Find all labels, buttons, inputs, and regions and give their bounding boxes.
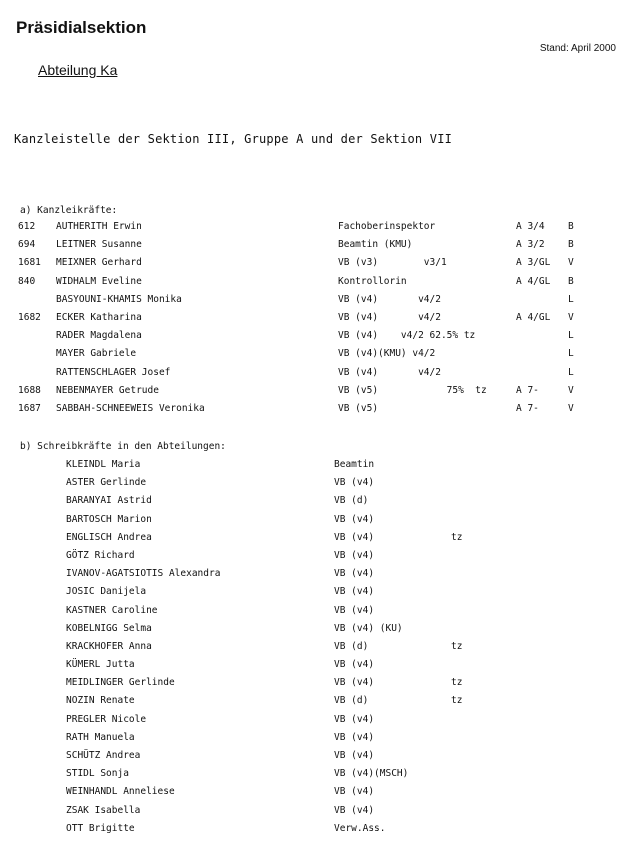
staff-status: Kontrollorin bbox=[338, 275, 407, 287]
staff-status: VB (v4) bbox=[334, 604, 375, 616]
section-heading: Kanzleistelle der Sektion III, Gruppe A und der Sektion VII bbox=[14, 132, 453, 146]
staff-name: KRACKHOFER Anna bbox=[66, 640, 152, 652]
staff-status: VB (v4) v4/2 bbox=[338, 311, 441, 323]
staff-name: GÖTZ Richard bbox=[66, 549, 135, 561]
staff-status: VB (d) bbox=[334, 495, 369, 507]
staff-name: SCHÜTZ Andrea bbox=[66, 750, 141, 761]
staff-status: VB (v4)(KMU) v4/2 bbox=[338, 348, 436, 360]
list-item bbox=[0, 257, 632, 275]
staff-name: MEIXNER Gerhard bbox=[56, 257, 142, 269]
staff-number: 1681 bbox=[18, 257, 41, 269]
staff-status: VB (v4) bbox=[334, 513, 375, 525]
staff-number: 840 bbox=[18, 275, 36, 287]
staff-name: KÜMERL Jutta bbox=[66, 659, 135, 671]
staff-name: ECKER Katharina bbox=[56, 311, 142, 323]
list-item bbox=[0, 385, 632, 403]
staff-grade: A 3/GL bbox=[516, 257, 551, 269]
list-item bbox=[0, 768, 632, 786]
staff-status: Beamtin bbox=[334, 459, 375, 470]
staff-name: RATH Manuela bbox=[66, 731, 135, 743]
staff-code: V bbox=[568, 384, 574, 396]
section-a-list bbox=[0, 221, 632, 421]
staff-status: Beamtin (KMU) bbox=[338, 239, 413, 251]
department-label: Abteilung Ka bbox=[38, 62, 118, 78]
staff-number: 694 bbox=[18, 239, 36, 251]
staff-status: VB (v4) v4/2 bbox=[338, 293, 441, 305]
list-item bbox=[0, 495, 632, 513]
staff-status: VB (d) bbox=[334, 695, 369, 707]
staff-name: KASTNER Caroline bbox=[66, 604, 158, 616]
staff-status: VB (v4)(MSCH) bbox=[334, 768, 409, 780]
staff-grade: A 7- bbox=[516, 402, 539, 414]
list-item bbox=[0, 477, 632, 495]
list-item bbox=[0, 221, 632, 239]
list-item bbox=[0, 677, 632, 695]
staff-status: Fachoberinspektor bbox=[338, 221, 436, 232]
staff-name: NOZIN Renate bbox=[66, 695, 135, 707]
staff-status: VB (v3) v3/1 bbox=[338, 257, 447, 269]
staff-grade: A 7- bbox=[516, 384, 539, 396]
staff-status: VB (v4) bbox=[334, 531, 375, 543]
staff-grade: A 3/4 bbox=[516, 221, 545, 232]
list-item bbox=[0, 330, 632, 348]
staff-name: BARANYAI Astrid bbox=[66, 495, 152, 507]
staff-code: B bbox=[568, 239, 574, 251]
staff-name: KOBELNIGG Selma bbox=[66, 622, 152, 634]
staff-note: tz bbox=[451, 695, 463, 707]
staff-status: VB (v4) bbox=[334, 731, 375, 743]
staff-name: MEIDLINGER Gerlinde bbox=[66, 677, 175, 689]
staff-name: ASTER Gerlinde bbox=[66, 477, 147, 489]
list-item bbox=[0, 750, 632, 768]
staff-name: ENGLISCH Andrea bbox=[66, 531, 152, 543]
list-item bbox=[0, 568, 632, 586]
stand-date: Stand: April 2000 bbox=[539, 43, 616, 54]
staff-code: L bbox=[568, 330, 574, 342]
list-item bbox=[0, 348, 632, 366]
staff-name: SABBAH-SCHNEEWEIS Veronika bbox=[56, 402, 205, 414]
staff-grade: A 4/GL bbox=[516, 275, 551, 287]
list-item bbox=[0, 605, 632, 623]
staff-name: JOSIC Danijela bbox=[66, 586, 147, 598]
list-item bbox=[0, 312, 632, 330]
staff-status: VB (v4) bbox=[334, 677, 375, 689]
staff-name: STIDL Sonja bbox=[66, 768, 129, 780]
staff-name: WEINHANDL Anneliese bbox=[66, 786, 175, 798]
staff-note: tz bbox=[451, 531, 463, 543]
section-b-list bbox=[0, 459, 632, 841]
staff-name: IVANOV-AGATSIOTIS Alexandra bbox=[66, 568, 221, 580]
staff-code: B bbox=[568, 275, 574, 287]
staff-status: VB (v4) bbox=[334, 477, 375, 489]
staff-status: VB (v4) v4/2 62.5% tz bbox=[338, 330, 476, 342]
staff-code: L bbox=[568, 348, 574, 360]
list-item bbox=[0, 659, 632, 677]
staff-number: 1682 bbox=[18, 311, 41, 323]
list-item bbox=[0, 714, 632, 732]
staff-grade: A 4/GL bbox=[516, 311, 551, 323]
staff-name: OTT Brigitte bbox=[66, 822, 135, 834]
staff-status: VB (v4) bbox=[334, 804, 375, 816]
list-item bbox=[0, 695, 632, 713]
staff-name: RADER Magdalena bbox=[56, 330, 142, 342]
staff-code: L bbox=[568, 293, 574, 305]
staff-name: ZSAK Isabella bbox=[66, 804, 141, 816]
staff-status: VB (d) bbox=[334, 640, 369, 652]
staff-grade: A 3/2 bbox=[516, 239, 545, 251]
list-item bbox=[0, 823, 632, 841]
staff-status: VB (v4) bbox=[334, 586, 375, 598]
staff-number: 1688 bbox=[18, 384, 41, 396]
staff-code: L bbox=[568, 366, 574, 378]
list-item bbox=[0, 294, 632, 312]
staff-name: WIDHALM Eveline bbox=[56, 275, 142, 287]
staff-name: BASYOUNI-KHAMIS Monika bbox=[56, 293, 182, 305]
list-item bbox=[0, 403, 632, 421]
list-item bbox=[0, 532, 632, 550]
staff-code: V bbox=[568, 257, 574, 269]
staff-code: V bbox=[568, 311, 574, 323]
staff-name: KLEINDL Maria bbox=[66, 459, 141, 470]
staff-name: MAYER Gabriele bbox=[56, 348, 137, 360]
staff-code: V bbox=[568, 402, 574, 414]
list-item bbox=[0, 732, 632, 750]
staff-name: BARTOSCH Marion bbox=[66, 513, 152, 525]
staff-name: AUTHERITH Erwin bbox=[56, 221, 142, 232]
staff-code: B bbox=[568, 221, 574, 232]
staff-name: PREGLER Nicole bbox=[66, 713, 147, 725]
list-item bbox=[0, 514, 632, 532]
list-item bbox=[0, 459, 632, 477]
staff-status: VB (v4) bbox=[334, 568, 375, 580]
staff-name: NEBENMAYER Getrude bbox=[56, 384, 159, 396]
section-b-title: b) Schreibkräfte in den Abteilungen: bbox=[20, 441, 226, 452]
list-item bbox=[0, 367, 632, 385]
staff-name: LEITNER Susanne bbox=[56, 239, 142, 251]
list-item bbox=[0, 276, 632, 294]
staff-status: VB (v4) bbox=[334, 659, 375, 671]
staff-note: tz bbox=[451, 640, 463, 652]
list-item bbox=[0, 239, 632, 257]
staff-status: VB (v4) bbox=[334, 713, 375, 725]
staff-number: 612 bbox=[18, 221, 36, 232]
section-a-title: a) Kanzleikräfte: bbox=[20, 205, 118, 216]
staff-status: Verw.Ass. bbox=[334, 822, 386, 834]
staff-number: 1687 bbox=[18, 402, 41, 414]
staff-status: VB (v5) 75% tz bbox=[338, 384, 487, 396]
staff-status: VB (v4) (KU) bbox=[334, 622, 403, 634]
list-item bbox=[0, 805, 632, 823]
page-title: Präsidialsektion bbox=[16, 18, 147, 37]
list-item bbox=[0, 641, 632, 659]
list-item bbox=[0, 623, 632, 641]
staff-status: VB (v4) bbox=[334, 750, 375, 761]
staff-name: RATTENSCHLAGER Josef bbox=[56, 366, 171, 378]
staff-note: tz bbox=[451, 677, 463, 689]
staff-status: VB (v4) bbox=[334, 549, 375, 561]
staff-status: VB (v4) v4/2 bbox=[338, 366, 441, 378]
list-item bbox=[0, 550, 632, 568]
list-item bbox=[0, 586, 632, 604]
list-item bbox=[0, 786, 632, 804]
staff-status: VB (v5) bbox=[338, 402, 379, 414]
staff-status: VB (v4) bbox=[334, 786, 375, 798]
